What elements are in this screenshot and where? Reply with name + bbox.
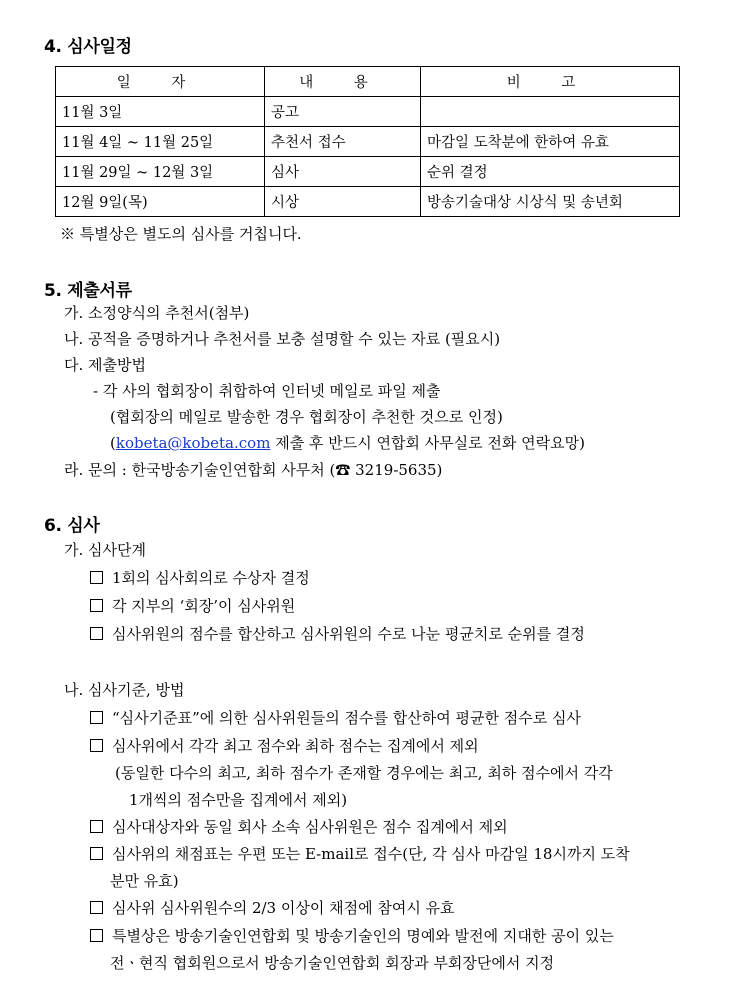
list-item-text: 각 지부의 ‘회장’이 심사위원: [112, 597, 296, 615]
list-item: [90, 567, 310, 588]
cell-date: 11월 3일: [56, 97, 265, 127]
table-row: [56, 157, 680, 187]
cell-date: 11월 29일 ~ 12월 3일: [56, 157, 265, 187]
header-remarks: 비 고: [421, 67, 680, 97]
list-item-text: “심사기준표”에 의한 심사위원들의 점수를 합산하여 평균한 점수로 심사: [112, 709, 581, 727]
checkbox-icon: [90, 929, 103, 942]
checkbox-icon: [90, 847, 103, 860]
table-row: [56, 97, 680, 127]
cell-date: 12월 9일(목): [56, 187, 265, 217]
list-item-continuation: 전ㆍ현직 협회원으로서 방송기술인연합회 회장과 부회장단에서 지정: [110, 954, 555, 972]
cell-content: 시상: [265, 187, 421, 217]
email-line: [110, 432, 585, 453]
item-ra: [64, 459, 442, 480]
list-item-text: 심사위원의 점수를 합산하고 심사위원의 수로 나눈 평균치로 순위를 결정: [112, 625, 585, 643]
list-item-text: 심사위 심사위원수의 2/3 이상이 채점에 참여시 유효: [112, 899, 455, 917]
list-item: [90, 623, 585, 644]
list-item: [90, 707, 581, 728]
table-row: [56, 127, 680, 157]
email-line-rest: 제출 후 반드시 연합회 사무실로 전화 연락요망): [270, 434, 585, 452]
cell-content: 공고: [265, 97, 421, 127]
list-item-continuation: 1개씩의 점수만을 집계에서 제외): [129, 791, 348, 809]
cell-content: 추천서 접수: [265, 127, 421, 157]
contact-phone: 3219-5635): [350, 461, 443, 479]
list-item-continuation: 분만 유효): [110, 872, 179, 890]
list-item-text: 심사위에서 각각 최고 점수와 최하 점수는 집계에서 제외: [112, 737, 479, 755]
list-item-text: 심사위의 채점표는 우편 또는 E-mail로 접수(단, 각 심사 마감일 18시까지 도착: [112, 845, 630, 863]
list-item: [90, 843, 630, 864]
section-6-heading: 6. 심사: [44, 516, 100, 536]
checkbox-icon: [90, 820, 103, 833]
list-item-text: 1회의 심사회의로 수상자 결정: [112, 569, 310, 587]
paren-open: (: [110, 434, 116, 452]
submission-note-line: (협회장의 메일로 발송한 경우 협회장이 추천한 것으로 인정): [110, 408, 503, 426]
cell-remarks: [421, 97, 680, 127]
list-item-text: 특별상은 방송기술인연합회 및 방송기술인의 명예와 발전에 지대한 공이 있는: [112, 927, 614, 945]
checkbox-icon: [90, 901, 103, 914]
special-award-note: ※ 특별상은 별도의 심사를 거칩니다.: [60, 225, 302, 243]
phone-icon: ☎: [335, 461, 351, 479]
list-item-text: 심사대상자와 동일 회사 소속 심사위원은 점수 집계에서 제외: [112, 818, 508, 836]
list-item-continuation: (동일한 다수의 최고, 최하 점수가 존재할 경우에는 최고, 최하 점수에서 각각: [115, 764, 613, 782]
table-row: [56, 187, 680, 217]
item-ga: 가. 소정양식의 추천서(첨부): [64, 304, 250, 322]
checkbox-icon: [90, 599, 103, 612]
checkbox-icon: [90, 711, 103, 724]
item-na: 나. 공적을 증명하거나 추천서를 보충 설명할 수 있는 자료 (필요시): [64, 330, 501, 348]
email-link[interactable]: kobeta@kobeta.com: [115, 434, 271, 452]
header-date: 일 자: [56, 67, 265, 97]
checkbox-icon: [90, 571, 103, 584]
section-5-heading: 5. 제출서류: [44, 281, 132, 301]
list-item: [90, 925, 614, 946]
cell-content: 심사: [265, 157, 421, 187]
item-da: 다. 제출방법: [64, 356, 146, 374]
list-item: [90, 816, 508, 837]
list-item: [90, 897, 455, 918]
review-stage-title: 가. 심사단계: [64, 541, 146, 559]
cell-remarks: 순위 결정: [421, 157, 680, 187]
checkbox-icon: [90, 739, 103, 752]
submission-method-line: - 각 사의 협회장이 취합하여 인터넷 메일로 파일 제출: [93, 382, 441, 400]
table-header-row: [56, 67, 680, 97]
contact-prefix: 라. 문의 : 한국방송기술인연합회 사무처 (: [64, 461, 336, 479]
criteria-title: 나. 심사기준, 방법: [64, 681, 185, 699]
schedule-table: [55, 66, 680, 217]
list-item: [90, 735, 479, 756]
checkbox-icon: [90, 627, 103, 640]
cell-remarks: 방송기술대상 시상식 및 송년회: [421, 187, 680, 217]
cell-date: 11월 4일 ~ 11월 25일: [56, 127, 265, 157]
header-content: 내 용: [265, 67, 421, 97]
cell-remarks: 마감일 도착분에 한하여 유효: [421, 127, 680, 157]
list-item: [90, 595, 295, 616]
section-4-heading: 4. 심사일정: [44, 37, 132, 57]
